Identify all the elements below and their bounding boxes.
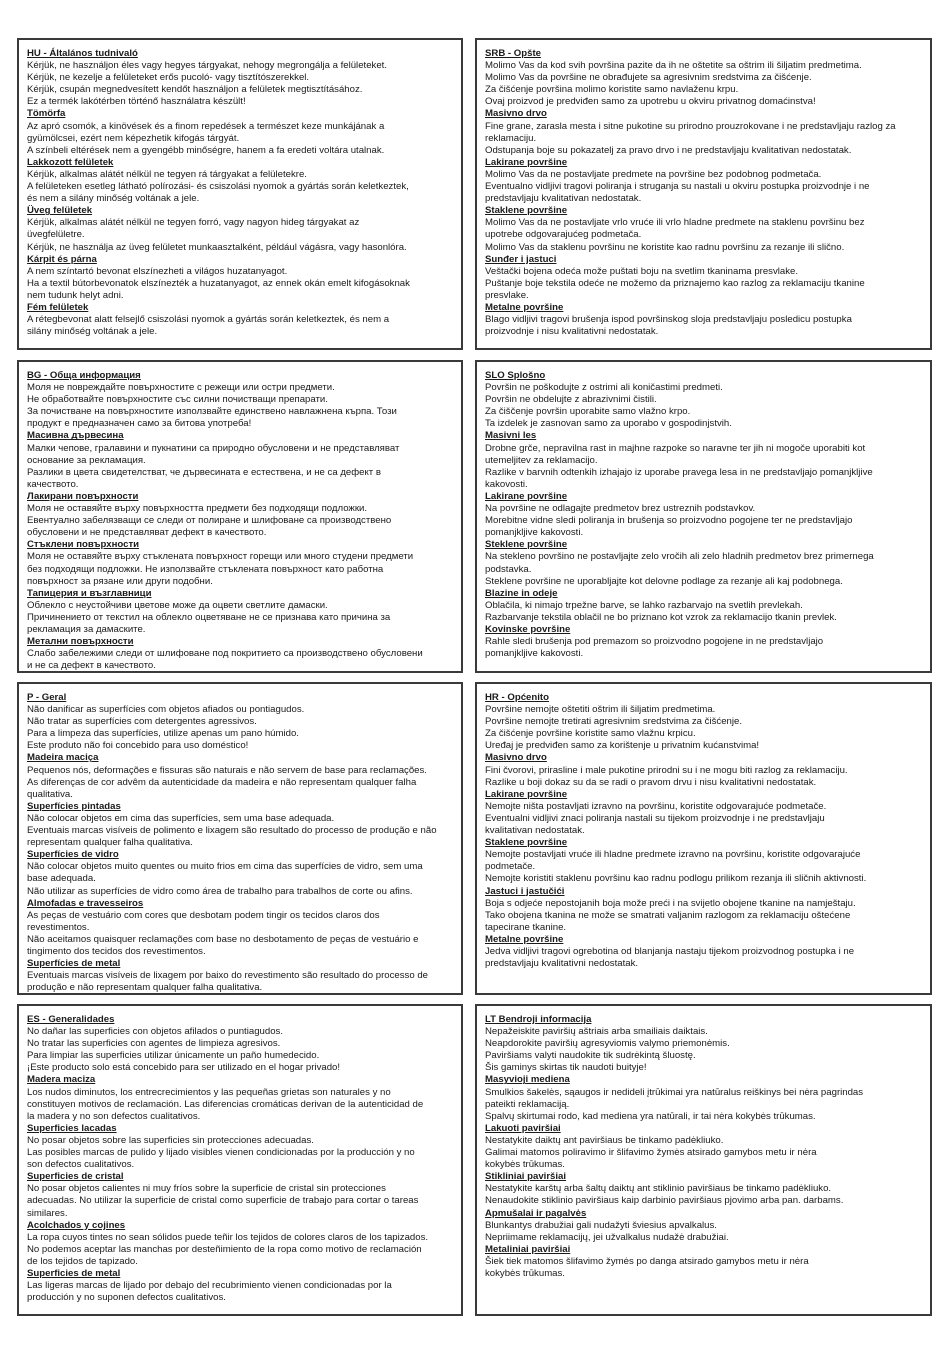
section-heading: Madeira maciça [27,752,99,764]
section-text: No dañar las superficies con objetos afilados o puntiagudos. No tratar las superficies con agentes de limpieza agresivos. Para limpiar las superficies utilizar únicamente un paño humedecido. ¡Este producto solo está concebido para ser utilizado en el hogar privado! [27,1026,341,1074]
panel-es [17,1004,463,1316]
panel-title: P - Geral [27,692,67,703]
section-heading: Лакирани повърхности [27,490,139,502]
section-heading: Masivno drvo [485,752,547,764]
section-text: Nepažeiskite paviršių aštriais arba smailiais daiktais. Neapdorokite paviršių agresyviomis valymo priemonėmis. Paviršiams valyti naudokite tik sudrėkintą šluostę. Šis gaminys skirtas tik naudoti buityje! [485,1026,730,1074]
section-text: Não colocar objetos em cima das superfícies, sem uma base adequada. Eventuais marcas visíveis de polimento e lixagem são resultado do processo de produção e não representam qualquer falha qualitativa. [27,812,437,849]
section-heading: Sunđer i jastuci [485,253,557,265]
panel-hu [17,38,463,350]
section-text: Pequenos nós, deformações e fissuras são naturais e não servem de base para reclamações. As diferenças de cor advêm da autenticidade da madeira e não representam qualquer falha qualitativa. [27,764,427,800]
section-heading: Stikliniai paviršiai [485,1171,567,1183]
section-text: Моля не оставяйте върху стъклената повърхност горещи или много студени предмети без подходящи подложки. Не използвайте стъклената повърхност като работна повърхност за рязане или други подобни. [27,551,414,587]
section-heading: Lakkozott felületek [27,156,114,168]
section-text: No posar objetos calientes ni muy fríos sobre la superficie de cristal sin protecciones adecuadas. No utilizar la superficie de cristal como superficie de trabajo para cortar o tareas similares. [27,1183,419,1219]
section-heading: Apmušalai ir pagalvės [485,1207,587,1219]
section-text: Kérjük, ne használjon éles vagy hegyes tárgyakat, nehogy megrongálja a felületeket. Kérjük, ne kezelje a felületeket erős pucoló- vagy tisztítószerekkel. Kérjük, csupán megnedvesített kendőt használjon a felületek megtisztításához. Ez a termék lakótérben történő használatra készült! [27,60,387,108]
section-text: Los nudos diminutos, los entrecrecimientos y las pequeñas grietas son naturales y no constituyen motivos de reclamación. Las diferencias cromáticas derivan de la autenticidad de la madera y no son defectos cualitativos. [27,1086,424,1122]
section-text: Облекло с неустойчиви цветове може да оцвети светлите дамаски. Причинението от текстил на облекло оцветяване не се признава като причина за рекламация за дамаските. [27,599,391,635]
section-heading: Metaliniai paviršiai [485,1243,571,1255]
section-text: Drobne grče, nepravilna rast in majhne razpoke so naravne ter jih ni mogoče uporabiti kot utemeljitev za reklamacijo. Razlike v barvnih odtenkih izhajajo iz uporabe pravega lesa in ne predstavljajo pomanjkljive kakovosti. [485,442,873,490]
section-heading: Madera maciza [27,1074,96,1086]
section-heading: Fém felületek [27,301,89,313]
section-text: Molimo Vas da ne postavljate predmete na površine bez podobnog podmetača. Eventualno vidljivi tragovi poliranja i struganja su nastali u okviru postupka proizvodnje i ne predstavljaju kvalitativan nedostatak. [485,168,870,205]
section-heading: Lakuoti paviršiai [485,1122,561,1134]
section-text: Nestatykite karštų arba šaltų daiktų ant stiklinio paviršiaus be tinkamo padėkliuko. Nenaudokite stiklinio paviršiaus kaip darbinio paviršiaus pjovimo arba pan. darbams. [485,1183,844,1207]
section-heading: Тапицерия и възглавници [27,587,152,599]
section-heading: Lakirane površine [485,156,568,168]
panel-bg [17,360,463,673]
section-text: A nem színtartó bevonat elszínezheti a világos huzatanyagot. Ha a textil bútorbevonatok elszínezték a huzatanyagot, az ennek okán emelt kifogásoknak nem tudunk helyt adni. [27,265,410,301]
section-text: Oblačila, ki nimajo trpežne barve, se lahko razbarvajo na svetlih prevlekah. Razbarvanje tekstila oblačil ne bo priznano kot vzrok za reklamacijo tkanin prevlek. [485,599,837,623]
panel-title: BG - Обща информация [27,370,141,381]
section-text: Las ligeras marcas de lijado por debajo del recubrimiento vienen condicionadas por la producción y no suponen defectos cualitativos. [27,1280,392,1304]
section-heading: Стъклени повърхности [27,539,140,551]
section-heading: Superfícies de metal [27,958,121,970]
section-text: Molimo Vas da ne postavljate vrlo vruće ili vrlo hladne predmete na staklenu površinu bez upotrebe odgovarajućeg podmetača. Molimo Vas da staklenu površinu ne koristite kao radnu površinu za rezanje ili slično. [485,217,865,253]
section-text: Моля не оставяйте върху повърхността предмети без подходящи подложки. Евентуално забелязващи се следи от полиране и шлифоване са производствено обусловени и не представляват дефект в качеството. [27,503,392,539]
section-text: Nestatykite daiktų ant paviršiaus be tinkamo padėkliuko. Galimai matomos poliravimo ir šlifavimo žymės atsirado gamybos metu ir nėra kokybės trūkumas. [485,1134,817,1171]
panel-slo [475,360,932,673]
section-heading: Üveg felületek [27,205,93,217]
section-text: Blunkantys drabužiai gali nudažyti šviesius apvalkalus. Nepriimame reklamacijų, jei užvalkalus nudažė drabužiai. [485,1219,729,1243]
panel-title: HU - Általános tudnivaló [27,48,138,59]
section-heading: Kárpit és párna [27,253,97,265]
section-heading: Метални повърхности [27,636,134,648]
section-heading: Superfícies de vidro [27,849,119,861]
section-text: Jedva vidljivi tragovi ogrebotina od blanjanja nastaju tijekom proizvodnog postupka i ne predstavljaju kvalitativni nedostatak. [485,945,855,970]
section-heading: Acolchados y cojines [27,1219,126,1231]
section-text: Kérjük, alkalmas alátét nélkül ne tegyen rá tárgyakat a felületekre. A felületeken esetleg látható polírozási- és csiszolási nyomok a gyártás során keletkeztek, és nem a silány minőség voltának a jele. [27,168,409,205]
section-heading: Superficies de metal [27,1267,121,1279]
section-text: Nemojte ništa postavljati izravno na površinu, koristite odgovarajuće podmetače. Eventualni vidljivi znaci poliranja nastali su tijekom proizvodnje i ne predstavljaju kvalitativan nedostatak. [485,800,827,837]
section-text: Nemojte postavljati vruće ili hladne predmete izravno na površinu, koristite odgovarajuće podmetače. Nemojte koristiti staklenu površinu kao radnu podlogu prilikom rezanja ili sličnih aktivnosti. [485,849,867,885]
panel-lt [475,1004,932,1316]
section-heading: Lakirane površine [485,490,568,502]
section-heading: Kovinske površine [485,623,571,635]
panel-hr [475,682,932,995]
section-heading: Jastuci i jastučići [485,885,565,897]
panel-title: HR - Općenito [485,692,549,703]
section-heading: Blazine in odeje [485,587,558,599]
panel-srb [475,38,932,350]
section-text: Blago vidljivi tragovi brušenja ispod površinskog sloja predstavljaju posledicu postupka proizvodnje i nisu kvalitativni nedostatak. [485,314,852,338]
section-text: A rétegbevonat alatt felsejlő csiszolási nyomok a gyártás során keletkeztek, és nem a silány minőség voltának a jele. [27,314,390,338]
section-heading: Staklene površine [485,205,568,217]
section-heading: Масивна дървесина [27,430,124,442]
section-heading: Masivni les [485,430,537,442]
section-heading: Steklene površine [485,539,568,551]
section-heading: Superficies de cristal [27,1171,124,1183]
section-heading: Masyvioji mediena [485,1074,570,1086]
section-text: Fine grane, zarasla mesta i sitne pukotine su prirodno prouzrokovane i ne predstavljaju razlog za reklamaciju. Odstupanja boje su pokazatelj za pravo drvo i ne predstavljaju kvalitativan nedostatak. [485,120,896,156]
panel-title: ES - Generalidades [27,1014,115,1025]
section-heading: Superfícies pintadas [27,800,121,812]
section-text: Kérjük, alkalmas alátét nélkül ne tegyen forró, vagy nagyon hideg tárgyakat az üvegfelületre. Kérjük, ne használja az üveg felületet munkaasztalként, például vágásra, vagy hasonlóra. [27,217,407,253]
section-text: No posar objetos sobre las superficies sin protecciones adecuadas. Las posibles marcas de pulido y lijado visibles vienen condicionadas por la producción y no son defectos cualitativos. [27,1134,415,1171]
section-text: Моля не повреждайте повърхностите с режещи или остри предмети. Не обработвайте повърхностите със силни почистващи препарати. За почистване на повърхностите използвайте единствено навлажнена кърпа. Този продукт е предназначен само за битова употреба! [27,382,397,430]
section-text: Não colocar objetos muito quentes ou muito frios em cima das superfícies de vidro, sem uma base adequada. Não utilizar as superfícies de vidro como área de trabalho para trabalhos de corte ou afins. [27,861,423,897]
section-heading: Lakirane površine [485,788,568,800]
section-text: Rahle sledi brušenja pod premazom so proizvodno pogojene in ne predstavljajo pomanjkljive kakovosti. [485,636,824,660]
section-text: Šiek tiek matomos šlifavimo žymės po danga atsirado gamybos metu ir nėra kokybės trūkumas. [485,1255,809,1279]
section-heading: Superficies lacadas [27,1122,117,1134]
section-heading: Staklene površine [485,837,568,849]
section-heading: Tömörfa [27,108,66,120]
section-text: Fini čvorovi, prirasline i male pukotine prirodni su i ne mogu biti razlog za reklamaciju. Razlike u boji dokaz su da se radi o pravom drvu i nisu kvalitativni nedostatak. [485,764,848,788]
section-heading: Metalne površine [485,933,564,945]
section-text: Малки чепове, гралавини и пукнатини са природно обусловени и не представляват основание за рекламация. Разлики в цвета свидетелстват, че дървесината е естествена, и не са дефект в качеството. [27,442,400,490]
panel-p [17,682,463,995]
section-heading: Metalne površine [485,301,564,313]
section-text: Na površine ne odlagajte predmetov brez ustreznih podstavkov. Morebitne vidne sledi poliranja in brušenja so proizvodno pogojene ter ne predstavljajo pomanjkljive kakovosti. [485,503,853,539]
section-text: Površin ne poškodujte z ostrimi ali koničastimi predmeti. Površin ne obdelujte z abrazivnimi čistili. Za čiščenje površin uporabite samo vlažno krpo. Ta izdelek je zasnovan samo za uporabo v gospodinjstvih. [485,382,732,430]
section-heading: Masivno drvo [485,108,547,120]
section-text: Az apró csomók, a kinövések és a finom repedések a természet keze munkájának a gyümölcsei, ezért nem képezhetik kifogás tárgyát. A színbeli eltérések nem a gyengébb minőségre, hanem a fa eredeti voltára utalnak. [27,120,385,156]
panel-title: LT Bendroji informacija [485,1014,592,1025]
section-text: Molimo Vas da kod svih površina pazite da ih ne oštetite sa oštrim ili šiljatim predmetima. Molimo Vas da površine ne obrađujete sa agresivnim sredstvima za čišćenje. Za čišćenje površina molimo koristite samo navlaženu krpu. Ovaj proizvod je predviđen samo za upotrebu u okviru privatnog domaćinstva! [485,60,862,108]
section-text: Eventuais marcas visíveis de lixagem por baixo do revestimento são resultado do processo de produção e não representam qualquer falha qualitativa. [27,970,429,994]
section-text: Površine nemojte oštetiti oštrim ili šiljatim predmetima. Površine nemojte tretirati agresivnim sredstvima za čišćenje. Za čišćenje površine koristite samo vlažnu krpicu. Uređaj je predviđen samo za korištenje u privatnim kućanstvima! [485,704,760,752]
section-text: Não danificar as superfícies com objetos afiados ou pontiagudos. Não tratar as superfícies com detergentes agressivos. Para a limpeza das superfícies, utilize apenas um pano húmido. Este produto não foi concebido para uso doméstico! [27,704,305,752]
section-text: La ropa cuyos tintes no sean sólidos puede teñir los tejidos de colores claros de los tapizados. No podemos aceptar las manchas por desteñimiento de la ropa como motivo de reclamación de los tejidos de tapizado. [27,1231,429,1267]
section-text: Smulkios šakelės, sąaugos ir nedideli įtrūkimai yra natūralus reiškinys bei nėra pagrindas pateikti reklamaciją. Spalvų skirtumai rodo, kad mediena yra natūrali, ir tai nėra kokybės trūkumas. [485,1086,864,1122]
panel-title: SLO Splošno [485,370,546,381]
panel-title: SRB - Opšte [485,48,541,59]
section-text: As peças de vestuário com cores que desbotam podem tingir os tecidos claros dos revestimentos. Não aceitamos quaisquer reclamações com base no desbotamento de peças de vestuário e tingimento dos tecidos dos revestimentos. [27,909,419,957]
section-heading: Almofadas e travesseiros [27,897,144,909]
section-text: Boja s odjeće nepostojanih boja može preći i na svijetlo obojene tkanine na namještaju. Tako obojena tkanina ne može se smatrati valjanim razlogom za reklamaciju oštećene tapecirane tkanine. [485,897,856,933]
section-text: Na stekleno površino ne postavljajte zelo vročih ali zelo hladnih predmetov brez primernega podstavka. Steklene površine ne uporabljajte kot delovne podlage za rezanje ali kaj podobnega. [485,551,874,587]
section-text: Veštački bojena odeća može puštati boju na svetlim tkaninama presvlake. Puštanje boje tekstila odeće ne možemo da priznajemo kao razlog za reklamaciju tkanine presvlake. [485,265,865,301]
section-text: Слабо забележими следи от шлифоване под покритието са производствено обусловени и не са дефект в качеството. [27,648,423,672]
